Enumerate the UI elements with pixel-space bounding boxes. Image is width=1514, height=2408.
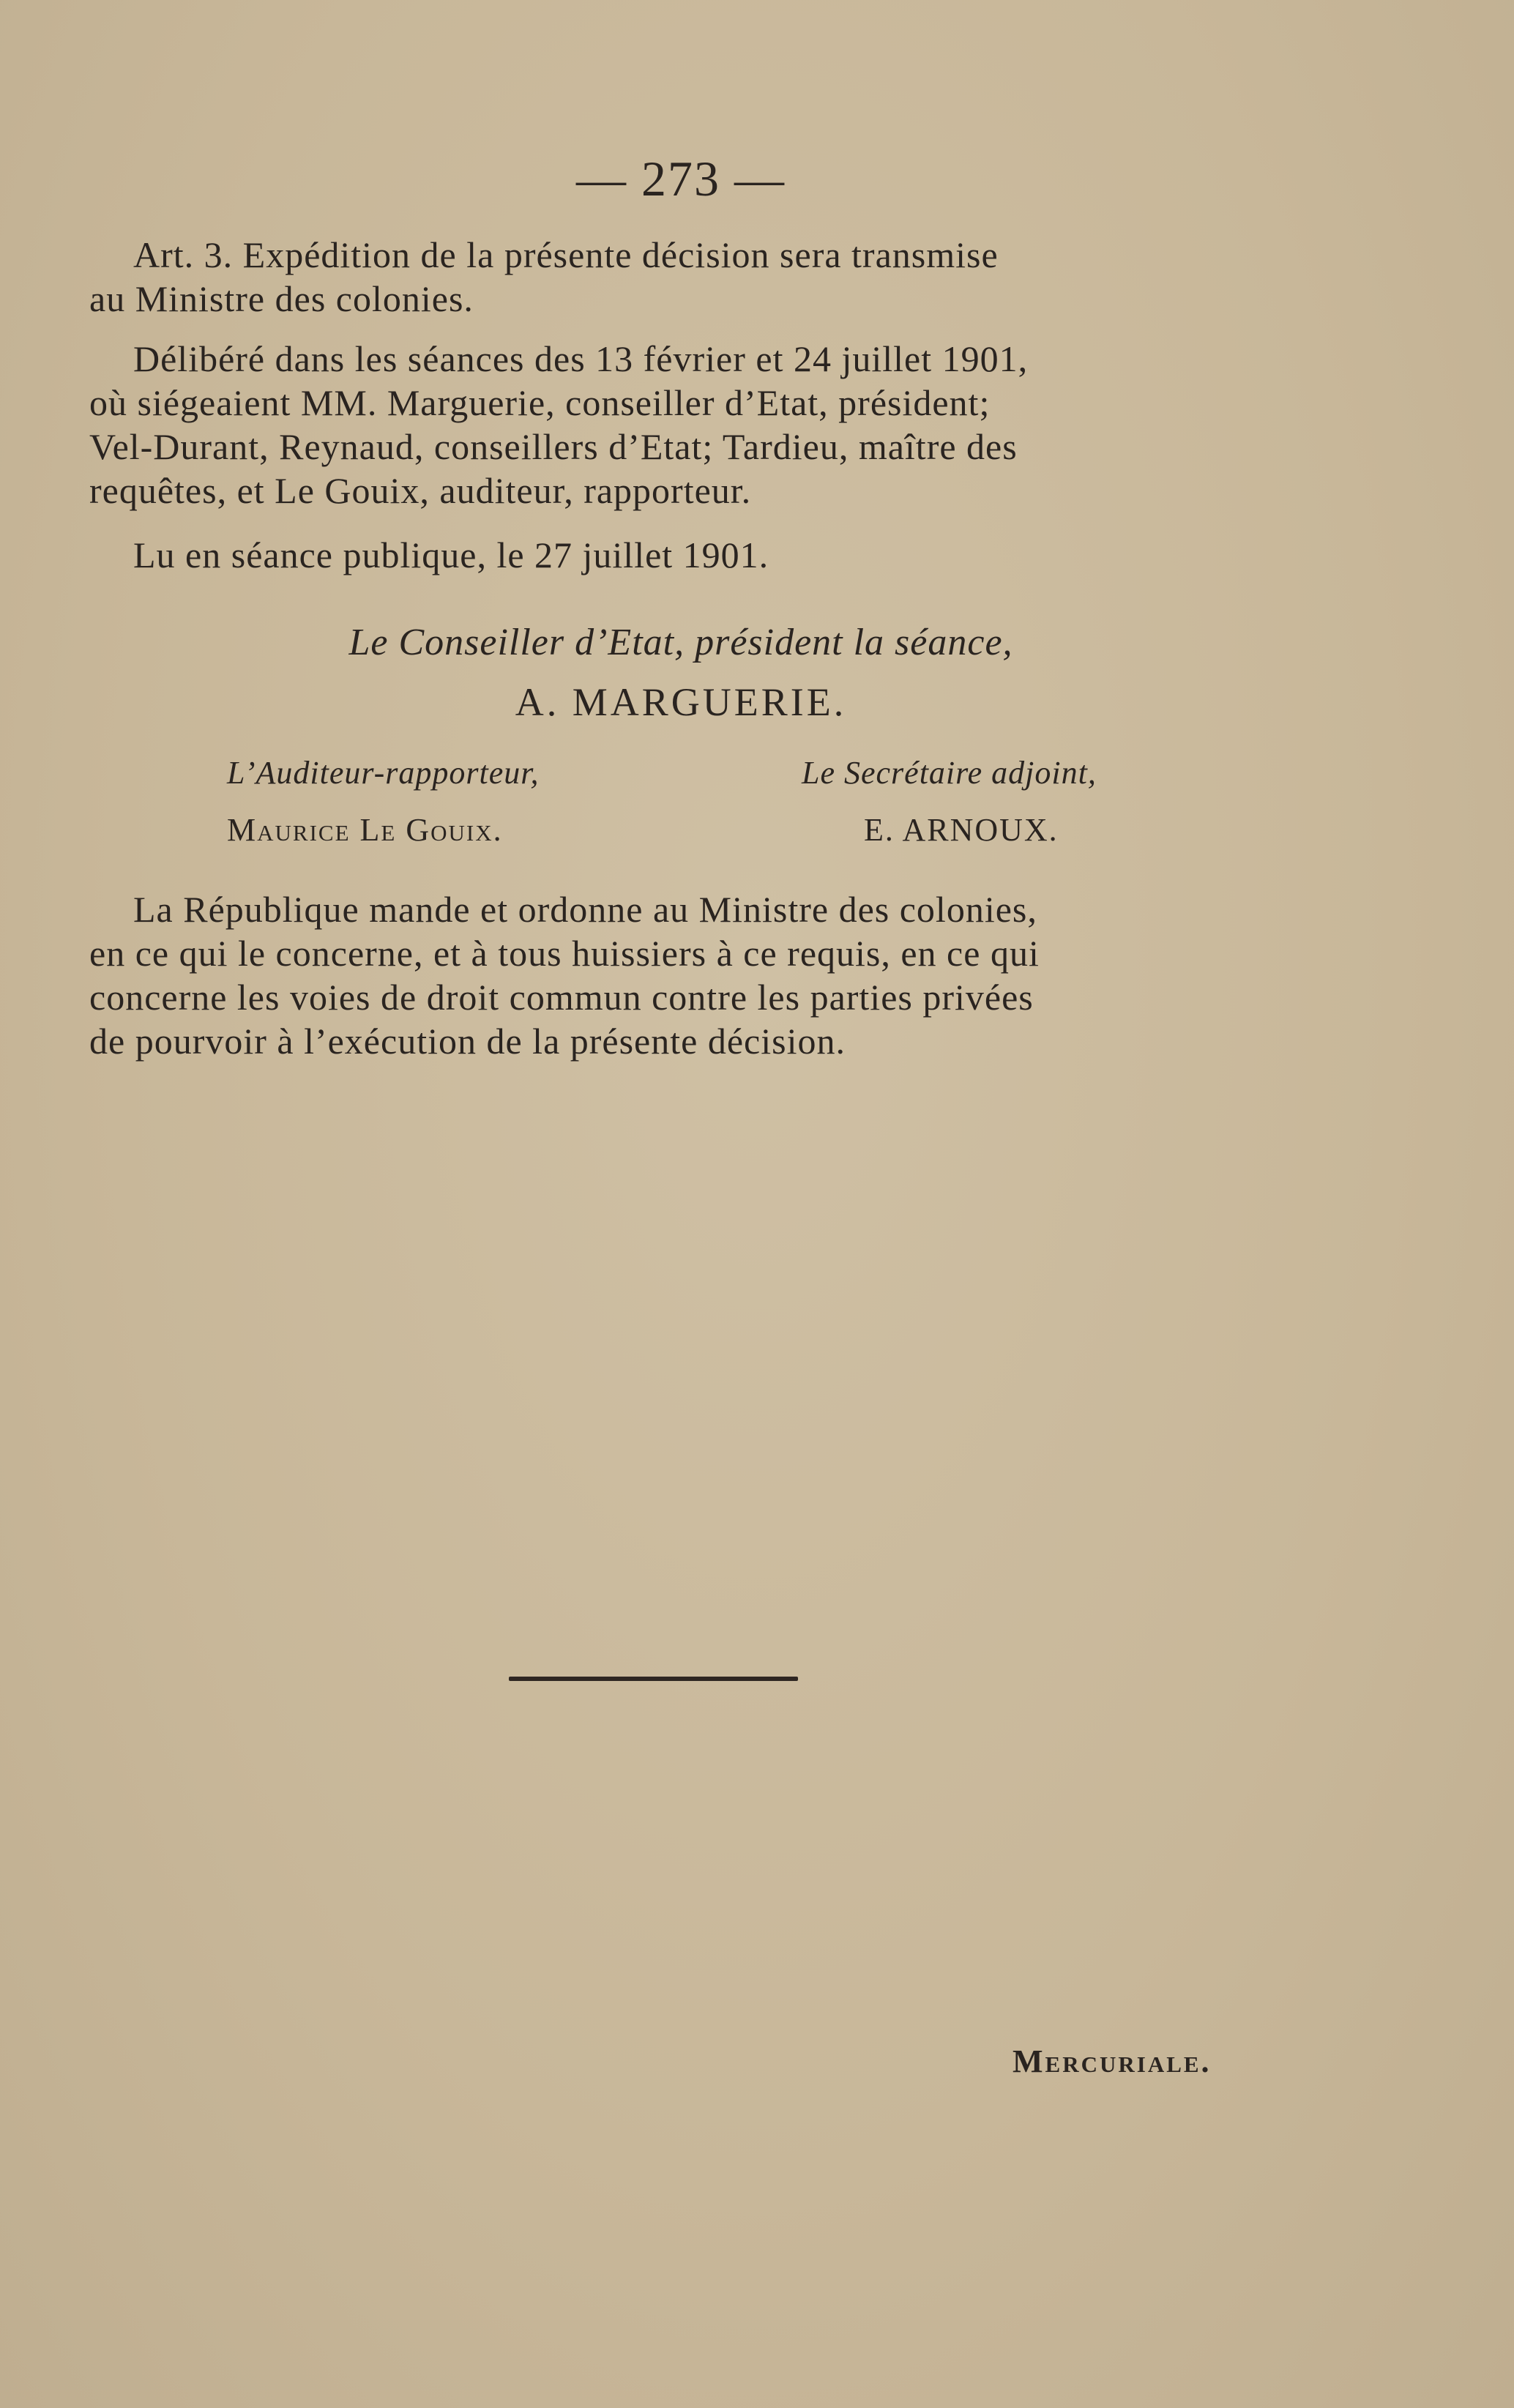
conseiller-title: Le Conseiller d’Etat, président la séance, xyxy=(348,622,1013,663)
secretaire-name: E. ARNOUX. xyxy=(864,812,1059,848)
text-line: requêtes, et Le Gouix, auditeur, rapporteur. xyxy=(89,470,752,511)
public-reading-paragraph xyxy=(89,533,1283,577)
auditeur-name: Maurice Le Gouix. xyxy=(227,812,503,848)
executory-formula-paragraph xyxy=(89,887,1283,1063)
text-line: Art. 3. Expédition de la présente décision sera transmise xyxy=(133,234,999,275)
article-3-paragraph xyxy=(89,233,1283,321)
text-line: Délibéré dans les séances des 13 février et 24 juillet 1901, xyxy=(133,338,1029,379)
page-number: — 273 — xyxy=(576,151,786,206)
text-line: concerne les voies de droit commun contre les parties privées xyxy=(89,977,1034,1018)
text-line: La République mande et ordonne au Ministre des colonies, xyxy=(133,889,1037,930)
text-line: en ce qui le concerne, et à tous huissiers à ce requis, en ce qui xyxy=(89,933,1040,974)
text-line: Lu en séance publique, le 27 juillet 1901. xyxy=(133,534,769,575)
text-line: où siégeaient MM. Marguerie, conseiller d’Etat, président; xyxy=(89,382,991,423)
text-line: de pourvoir à l’exécution de la présente décision. xyxy=(89,1021,846,1062)
auditeur-title: L’Auditeur-rapporteur, xyxy=(227,755,540,791)
catchword: Mercuriale. xyxy=(1013,2043,1212,2079)
text-line: au Ministre des colonies. xyxy=(89,278,474,319)
secretaire-title: Le Secrétaire adjoint, xyxy=(802,755,1097,791)
conseiller-name: A. MARGUERIE. xyxy=(515,680,847,724)
section-divider xyxy=(509,1677,798,1681)
text-line: Vel-Durant, Reynaud, conseillers d’Etat; Tardieu, maître des xyxy=(89,426,1018,467)
deliberation-paragraph xyxy=(89,337,1283,512)
